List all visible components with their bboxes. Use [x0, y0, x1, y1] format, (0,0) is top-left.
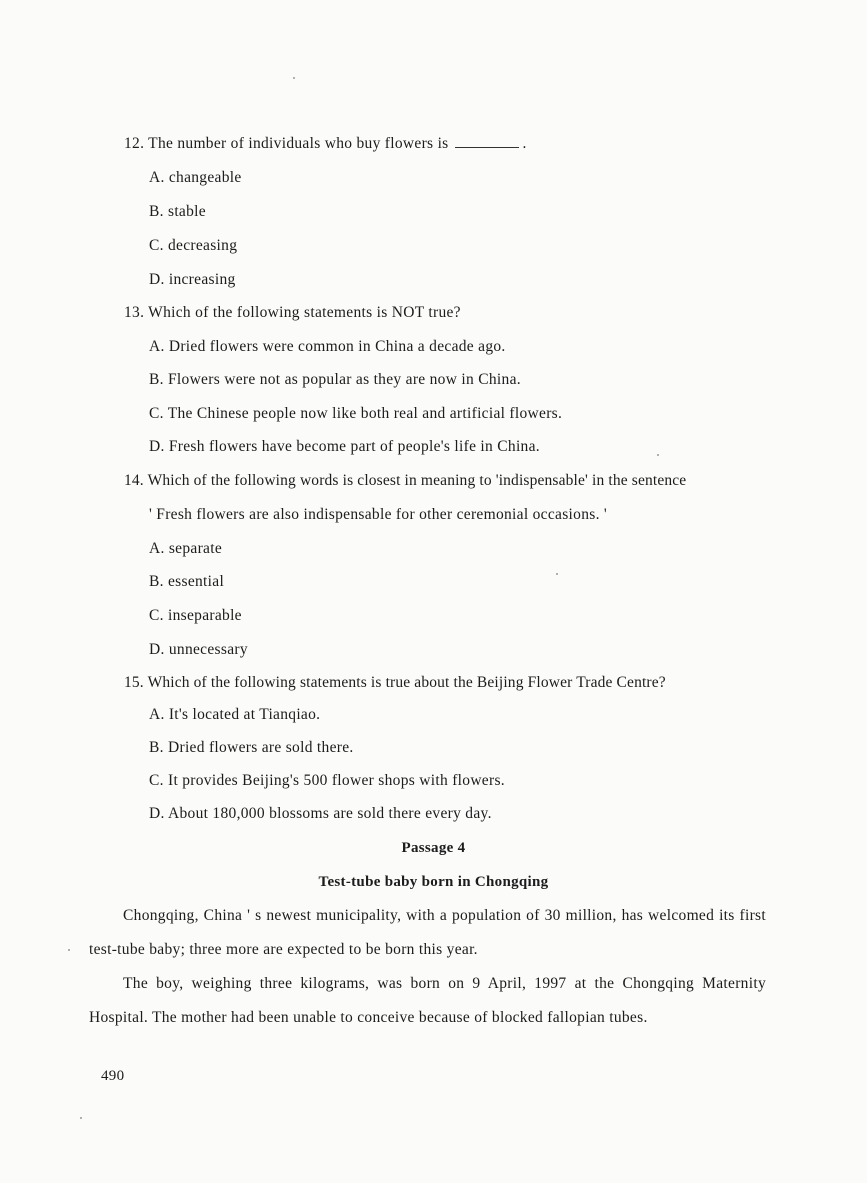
q14-option-d: D. unnecessary [149, 641, 248, 658]
question-13-stem: 13. Which of the following statements is NOT true? [124, 304, 461, 321]
question-14-stem: 14. Which of the following words is closest in meaning to 'indispensable' in the sentence [124, 472, 687, 489]
passage-label: Passage 4 [401, 840, 466, 856]
scan-speck [80, 1117, 82, 1119]
passage-paragraph-1: Chongqing, China ' s newest municipality, with a population of 30 million, has welcomed its first test-tube baby; three more are expected to be born this year. [89, 907, 766, 958]
q14-option-c: C. inseparable [149, 607, 242, 624]
q15-option-b: B. Dried flowers are sold there. [149, 739, 354, 756]
page-number: 490 [101, 1068, 125, 1084]
q13-option-a: A. Dried flowers were common in China a decade ago. [149, 338, 506, 355]
q15-option-d: D. About 180,000 blossoms are sold there every day. [149, 805, 492, 822]
q13-option-b: B. Flowers were not as popular as they are now in China. [149, 371, 521, 388]
q13-option-d: D. Fresh flowers have become part of people's life in China. [149, 438, 540, 455]
q14-option-b: B. essential [149, 573, 225, 590]
q12-option-c: C. decreasing [149, 237, 238, 254]
q15-option-c: C. It provides Beijing's 500 flower shops with flowers. [149, 772, 505, 789]
q14-option-a: A. separate [149, 540, 223, 557]
question-14-stem-continued: ' Fresh flowers are also indispensable for other ceremonial occasions. ' [149, 506, 608, 523]
scan-speck [68, 949, 70, 951]
answer-blank [455, 135, 519, 148]
question-15-stem: 15. Which of the following statements is true about the Beijing Flower Trade Centre? [124, 674, 666, 691]
question-12-stem: 12. The number of individuals who buy flowers is [124, 135, 449, 152]
q15-option-a: A. It's located at Tianqiao. [149, 706, 321, 723]
q12-option-b: B. stable [149, 203, 206, 220]
scan-speck [293, 77, 295, 79]
question-12-end: . [522, 135, 527, 152]
passage-title: Test-tube baby born in Chongqing [318, 874, 549, 890]
question-12 [124, 135, 527, 153]
q12-option-a: A. changeable [149, 169, 242, 186]
scan-speck [657, 454, 659, 456]
q12-option-d: D. increasing [149, 271, 236, 288]
passage-paragraph-2: The boy, weighing three kilograms, was born on 9 April, 1997 at the Chongqing Maternity Hospital. The mother had been unable to conceive because of blocked fallopian tubes. [89, 975, 766, 1026]
scan-speck [556, 573, 558, 575]
q13-option-c: C. The Chinese people now like both real and artificial flowers. [149, 405, 563, 422]
